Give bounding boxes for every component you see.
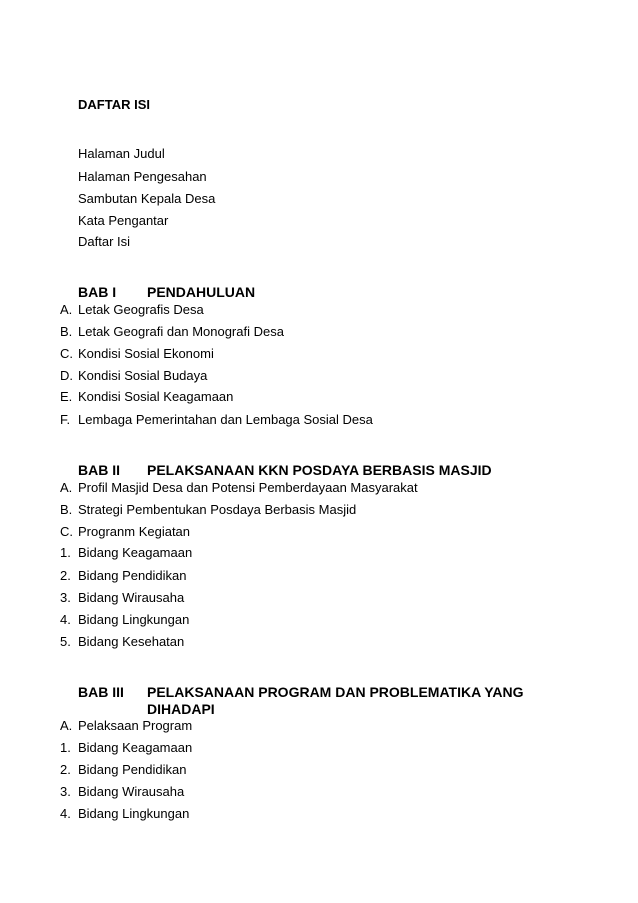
chapter-3-title-continued: DIHADAPI (147, 701, 215, 717)
list-marker: C. (60, 346, 73, 361)
list-item (60, 412, 373, 428)
list-marker: 1. (60, 545, 71, 560)
list-text: Bidang Wirausaha (78, 784, 185, 799)
list-marker: 1. (60, 740, 71, 755)
list-item (60, 502, 356, 518)
chapter-2-title: PELAKSANAAN KKN POSDAYA BERBASIS MASJID (147, 462, 492, 478)
list-text: Bidang Keagamaan (78, 545, 193, 560)
list-marker: 4. (60, 612, 71, 627)
list-marker: B. (60, 502, 73, 517)
list-item (60, 480, 418, 496)
chapter-2-number: BAB II (78, 462, 120, 478)
list-item (60, 590, 184, 606)
list-text: Strategi Pembentukan Posdaya Berbasis Masjid (78, 502, 357, 517)
list-text: Letak Geografi dan Monografi Desa (78, 324, 284, 339)
list-text: Bidang Wirausaha (78, 590, 185, 605)
list-text: Bidang Keagamaan (78, 740, 193, 755)
list-marker: E. (60, 389, 73, 404)
list-marker: F. (60, 412, 71, 427)
list-text: Bidang Kesehatan (78, 634, 185, 649)
list-item (60, 302, 204, 318)
list-text: Bidang Pendidikan (78, 762, 187, 777)
chapter-3-title: PELAKSANAAN PROGRAM DAN PROBLEMATIKA YANG (147, 684, 524, 700)
list-marker: 2. (60, 762, 71, 777)
list-marker: 2. (60, 568, 71, 583)
list-marker: 5. (60, 634, 71, 649)
list-marker: A. (60, 718, 73, 733)
list-text: Progranm Kegiatan (78, 524, 191, 539)
list-text: Bidang Lingkungan (78, 612, 190, 627)
chapter-1-number: BAB I (78, 284, 117, 300)
list-marker: C. (60, 524, 73, 539)
list-text: Lembaga Pemerintahan dan Lembaga Sosial Desa (78, 412, 373, 427)
list-text: Kondisi Sosial Budaya (78, 368, 208, 383)
list-marker: 4. (60, 806, 71, 821)
list-item (60, 545, 192, 561)
chapter-3-number: BAB III (78, 684, 124, 700)
list-item (60, 718, 192, 734)
list-text: Letak Geografis Desa (78, 302, 204, 317)
list-item (60, 324, 284, 340)
list-item (60, 806, 189, 822)
chapter-1-title: PENDAHULUAN (147, 284, 256, 300)
list-marker: 3. (60, 590, 71, 605)
list-item (60, 524, 190, 540)
page-title: DAFTAR ISI (78, 97, 150, 112)
toc-entry-halaman-judul: Halaman Judul (78, 146, 165, 161)
list-marker: 3. (60, 784, 71, 799)
list-text: Kondisi Sosial Keagamaan (78, 389, 234, 404)
list-item (60, 346, 214, 362)
list-item (60, 762, 186, 778)
list-marker: B. (60, 324, 73, 339)
list-item (60, 784, 184, 800)
toc-entry-halaman-pengesahan: Halaman Pengesahan (78, 169, 207, 184)
list-marker: D. (60, 368, 73, 383)
list-item (60, 612, 189, 628)
list-text: Bidang Lingkungan (78, 806, 190, 821)
list-text: Bidang Pendidikan (78, 568, 187, 583)
toc-entry-daftar-isi: Daftar Isi (78, 234, 131, 249)
list-marker: A. (60, 480, 73, 495)
toc-entry-kata-pengantar: Kata Pengantar (78, 213, 169, 228)
list-item (60, 568, 186, 584)
list-item (60, 368, 207, 384)
list-item (60, 740, 192, 756)
list-item (60, 389, 233, 405)
toc-entry-sambutan: Sambutan Kepala Desa (78, 191, 216, 206)
list-text: Pelaksaan Program (78, 718, 193, 733)
list-marker: A. (60, 302, 73, 317)
list-text: Profil Masjid Desa dan Potensi Pemberdayaan Masyarakat (78, 480, 418, 495)
list-item (60, 634, 184, 650)
list-text: Kondisi Sosial Ekonomi (78, 346, 214, 361)
